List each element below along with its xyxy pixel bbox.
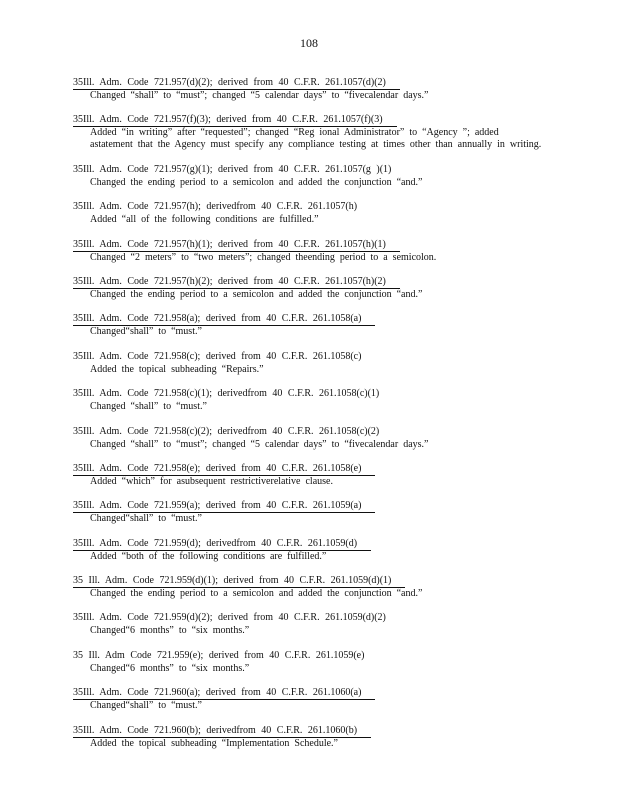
entry-note: Changed“6 months” to “six months.” <box>90 662 250 674</box>
list-item <box>73 607 543 637</box>
entry-note: Added “all of the following conditions are fulfilled.” <box>90 214 319 226</box>
entry-citation: 35Ill. Adm. Code 721.958(c)(2); derivedfrom 40 C.F.R. 261.1058(c)(2) <box>73 425 380 437</box>
entry-note: Added the topical subheading “Implementation Schedule.” <box>90 737 338 749</box>
list-item <box>73 645 543 675</box>
entry-note: Changed“6 months” to “six months.” <box>90 625 250 637</box>
list-item <box>73 271 543 301</box>
entry-note: Changed“shall” to “must.” <box>90 700 202 712</box>
entry-citation: 35Ill. Adm. Code 721.959(d); derivedfrom 40 C.F.R. 261.1059(d) <box>73 538 371 551</box>
entry-citation: 35Ill. Adm. Code 721.957(g)(1); derived from 40 C.F.R. 261.1057(g )(1) <box>73 163 392 175</box>
entry-citation: 35Ill. Adm. Code 721.957(f)(3); derived from 40 C.F.R. 261.1057(f)(3) <box>73 114 397 127</box>
list-item <box>73 570 543 600</box>
list-item <box>73 720 543 750</box>
list-item <box>73 682 543 712</box>
list-item <box>73 346 543 376</box>
list-item <box>73 308 543 338</box>
entry-citation: 35Ill. Adm. Code 721.957(h)(2); derived from 40 C.F.R. 261.1057(h)(2) <box>73 276 400 289</box>
list-item <box>73 234 543 264</box>
entry-note: Changed“shall” to “must.” <box>90 513 202 525</box>
list-item <box>73 458 543 488</box>
entry-citation: 35Ill. Adm. Code 721.959(d)(2); derived from 40 C.F.R. 261.1059(d)(2) <box>73 612 386 624</box>
entry-note: Added “both of the following conditions are fulfilled.” <box>90 550 327 562</box>
entry-citation: 35Ill. Adm. Code 721.959(a); derived from 40 C.F.R. 261.1059(a) <box>73 500 375 513</box>
entry-note: Changed “shall” to “must.” <box>90 401 207 413</box>
list-item <box>73 421 543 451</box>
entry-citation: 35Ill. Adm. Code 721.957(d)(2); derived from 40 C.F.R. 261.1057(d)(2) <box>73 77 400 90</box>
entry-citation: 35Ill. Adm. Code 721.958(c)(1); derivedfrom 40 C.F.R. 261.1058(c)(1) <box>73 388 380 400</box>
entry-citation: 35Ill. Adm. Code 721.958(c); derived from 40 C.F.R. 261.1058(c) <box>73 350 362 362</box>
entry-note: Added “in writing” after “requested”; changed “Reg ional Administrator” to “Agency ”; added astatement that the Agency must specify any compliance testing at times other than annually in writing. <box>90 127 542 151</box>
entry-note: Added “which” for asubsequent restrictiverelative clause. <box>90 475 333 487</box>
entry-citation: 35Ill. Adm. Code 721.960(a); derived from 40 C.F.R. 261.1060(a) <box>73 687 375 700</box>
list-item <box>73 159 543 189</box>
entry-note: Changed “2 meters” to “two meters”; changed theending period to a semicolon. <box>90 251 437 263</box>
entry-note: Changed “shall” to “must”; changed “5 calendar days” to “fivecalendar days.” <box>90 90 429 101</box>
entry-citation: 35 Ill. Adm Code 721.959(e); derived from 40 C.F.R. 261.1059(e) <box>73 649 365 661</box>
list-item <box>73 196 543 226</box>
page-number: 108 <box>300 36 318 50</box>
list-item <box>73 72 543 102</box>
entry-citation: 35Ill. Adm. Code 721.960(b); derivedfrom 40 C.F.R. 261.1060(b) <box>73 725 371 738</box>
entry-note: Changed the ending period to a semicolon and added the conjunction “and.” <box>90 588 423 600</box>
entry-citation: 35 Ill. Adm. Code 721.959(d)(1); derived from 40 C.F.R. 261.1059(d)(1) <box>73 575 405 588</box>
entry-note: Added the topical subheading “Repairs.” <box>90 363 264 375</box>
entry-note: Changed the ending period to a semicolon and added the conjunction “and.” <box>90 288 423 300</box>
entry-citation: 35Ill. Adm. Code 721.958(a); derived from 40 C.F.R. 261.1058(a) <box>73 313 375 326</box>
entry-list <box>73 72 543 757</box>
entry-note: Changed“shall” to “must.” <box>90 326 202 338</box>
entry-citation: 35Ill. Adm. Code 721.957(h)(1); derived from 40 C.F.R. 261.1057(h)(1) <box>73 239 400 252</box>
entry-citation: 35Ill. Adm. Code 721.958(e); derived from 40 C.F.R. 261.1058(e) <box>73 463 375 476</box>
entry-note: Changed “shall” to “must”; changed “5 calendar days” to “fivecalendar days.” <box>90 438 429 450</box>
list-item <box>73 109 543 151</box>
entry-note: Changed the ending period to a semicolon and added the conjunction “and.” <box>90 176 423 188</box>
entry-citation: 35Ill. Adm. Code 721.957(h); derivedfrom 40 C.F.R. 261.1057(h) <box>73 201 358 213</box>
list-item <box>73 383 543 413</box>
list-item <box>73 533 543 563</box>
list-item <box>73 495 543 525</box>
